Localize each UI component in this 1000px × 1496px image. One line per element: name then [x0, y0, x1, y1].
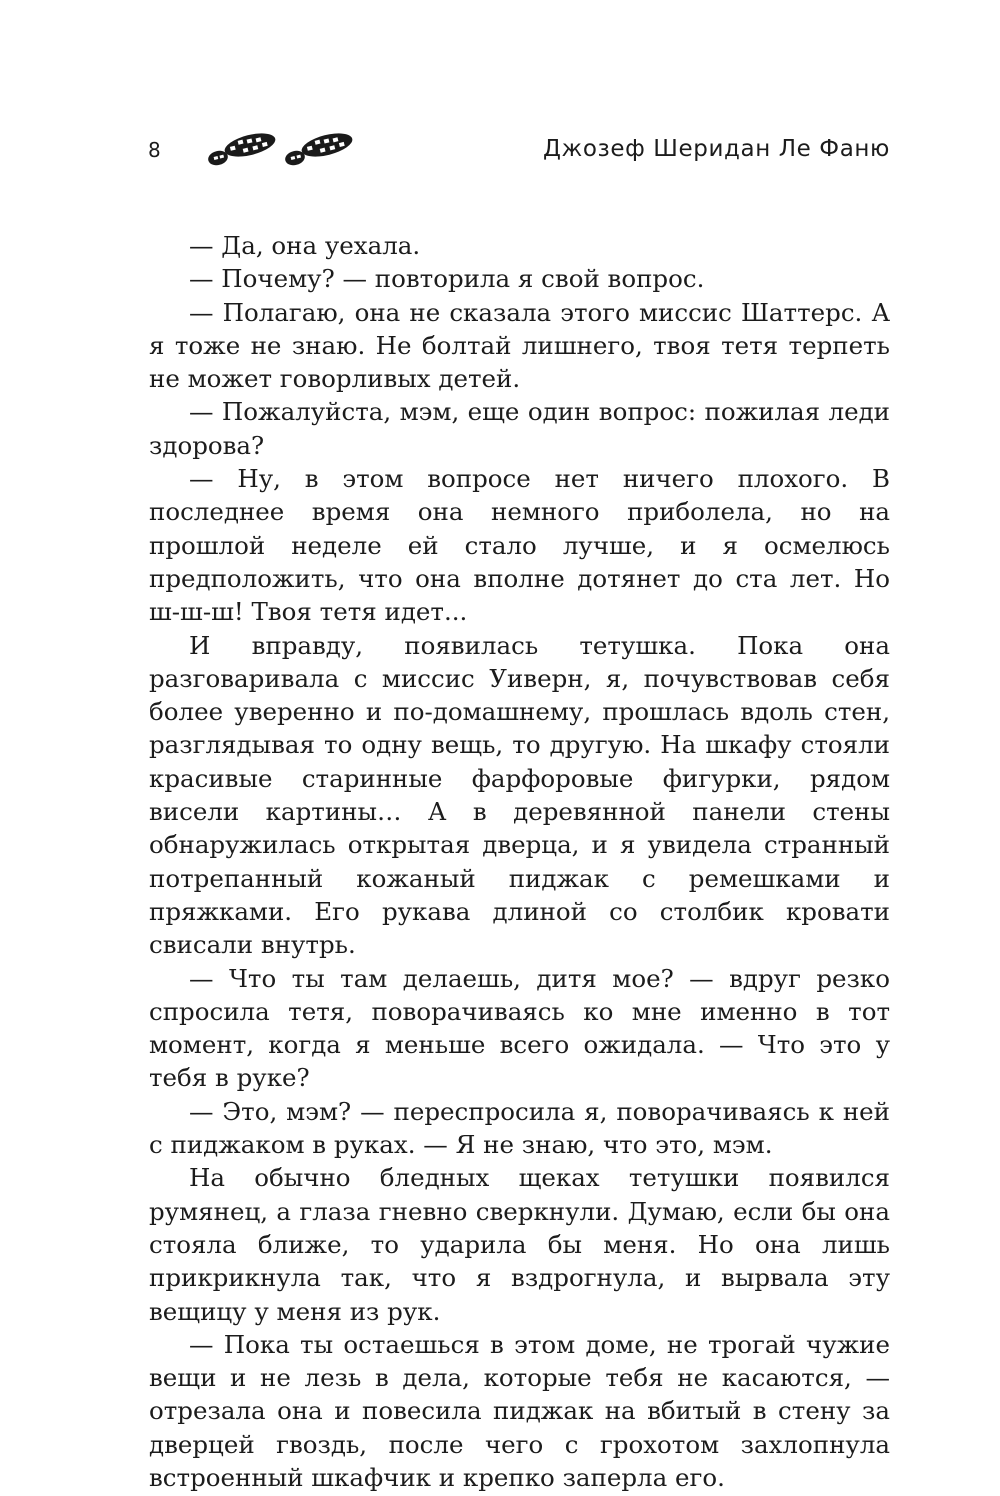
- paragraph: — Почему? — повторила я свой вопрос.: [189, 264, 705, 294]
- page-number: 8: [148, 138, 161, 162]
- paragraph: На обычно бледных щеках тетушки появился румянец, а глаза гневно сверкнули. Думаю, если бы она стояла ближе, то ударила бы меня. Но она лишь прикрикнула так, что я вздрогнула, и вырвала эту вещицу у меня из рук.: [149, 1163, 890, 1326]
- page-header: [148, 128, 890, 176]
- paragraph: — Полагаю, она не сказала этого миссис Шаттерс. А я тоже не знаю. Не болтай лишнего, твоя тетя терпеть не может говорливых детей.: [149, 297, 890, 394]
- paragraph: — Что ты там делаешь, дитя мое? — вдруг резко спросила тетя, поворачиваясь ко мне именно в тот момент, когда я меньше всего ожидала. — Что это у тебя в руке?: [149, 963, 890, 1093]
- running-title: Джозеф Шеридан Ле Фаню: [542, 136, 890, 162]
- page-body: [149, 229, 890, 1494]
- paragraph: — Ну, в этом вопросе нет ничего плохого. В последнее время она немного приболела, но на прошлой неделе ей стало лучше, и я осмелюсь предположить, что она вполне дотянет до ста лет. Но ш-ш-ш! Твоя тетя идет...: [149, 464, 890, 627]
- paragraph: — Это, мэм? — переспросила я, поворачиваясь к ней с пиджаком в руках. — Я не знаю, что это, мэм.: [149, 1096, 890, 1160]
- footprints-icon: [206, 128, 358, 176]
- paragraph: И вправду, появилась тетушка. Пока она разговаривала с миссис Уиверн, я, почувствовав себя более уверенно и по-домашнему, прошлась вдоль стен, разглядывая то одну вещь, то другую. На шкафу стояли красивые старинные фарфоровые фигурки, рядом висели картины… А в деревянной панели стены обнаружилась открытая дверца, и я увидела странный потрепанный кожаный пиджак с ремешками и пряжками. Его рукава длиной со столбик кровати свисали внутрь.: [149, 630, 890, 960]
- paragraph: — Пожалуйста, мэм, еще один вопрос: пожилая леди здорова?: [149, 397, 890, 460]
- paragraph: — Пока ты остаешься в этом доме, не трогай чужие вещи и не лезь в дела, которые тебя не касаются, — отрезала она и повесила пиджак на вбитый в стену за дверцей гвоздь, после чего с грохотом захлопнула встроенный шкафчик и крепко заперла его.: [149, 1329, 890, 1492]
- paragraph: — Да, она уехала.: [189, 231, 421, 260]
